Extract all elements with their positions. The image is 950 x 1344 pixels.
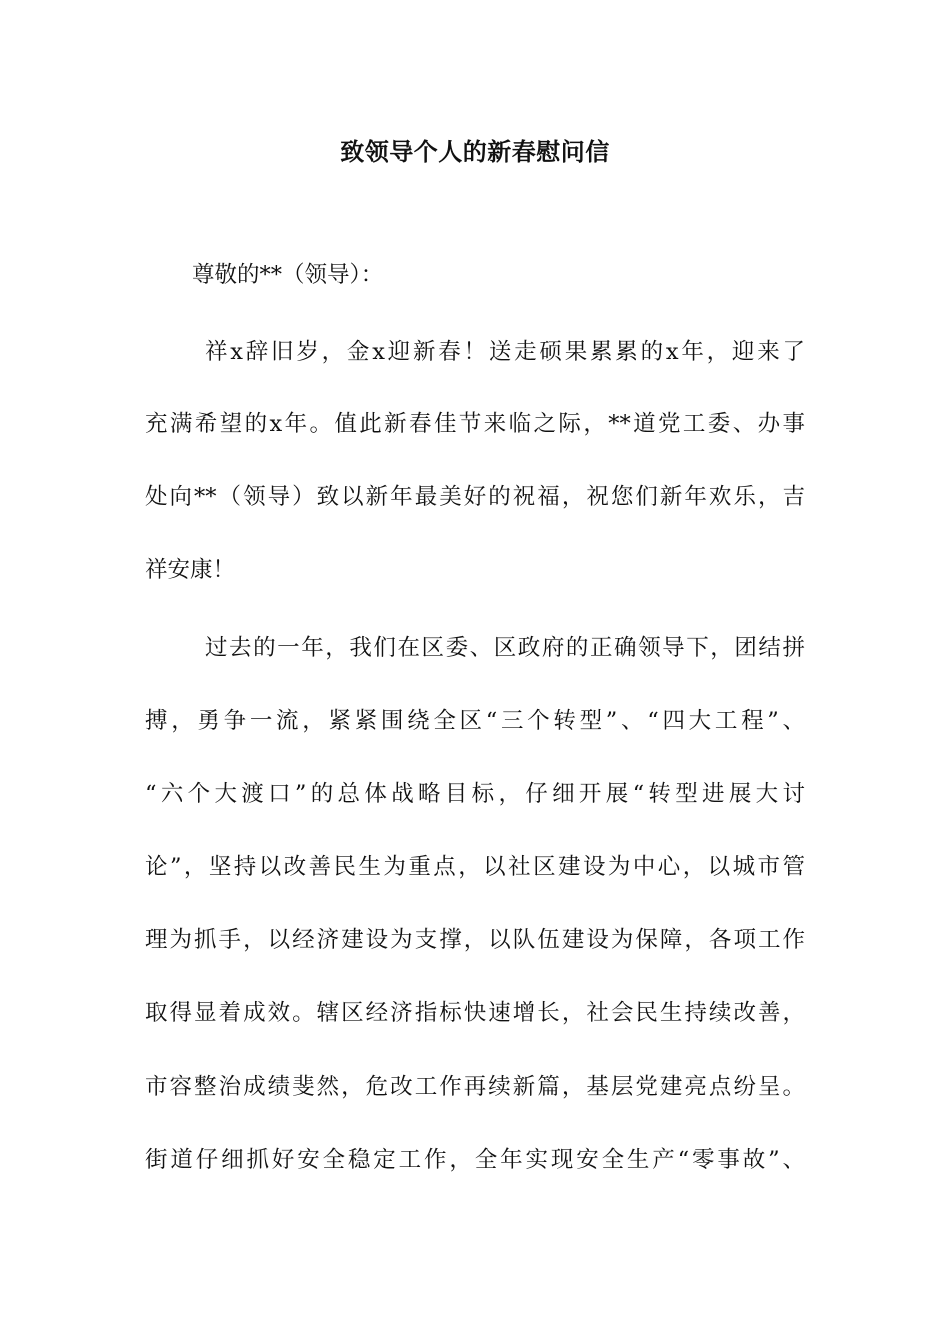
paragraph-line: 祥x辞旧岁，金x迎新春！送走硕果累累的x年，迎来了	[205, 339, 805, 365]
paragraph-line: 祥安康！	[145, 557, 236, 583]
paragraph-line: 论”，坚持以改善民生为重点，以社区建设为中心，以城市管	[145, 854, 805, 880]
paragraph-line: 处向**（领导）致以新年最美好的祝福，祝您们新年欢乐，吉	[145, 484, 805, 510]
salutation: 尊敬的**（领导）：	[192, 262, 384, 288]
paragraph-line: 市容整治成绩斐然，危改工作再续新篇，基层党建亮点纷呈。	[145, 1074, 805, 1100]
paragraph-line: “六个大渡口”的总体战略目标，仔细开展“转型进展大讨	[145, 781, 805, 807]
paragraph-line: 街道仔细抓好安全稳定工作，全年实现安全生产“零事故”、	[145, 1147, 805, 1173]
paragraph-line: 过去的一年，我们在区委、区政府的正确领导下，团结拼	[205, 635, 805, 661]
document-title: 致领导个人的新春慰问信	[340, 137, 610, 166]
paragraph-line: 搏，勇争一流，紧紧围绕全区“三个转型”、“四大工程”、	[145, 708, 805, 734]
paragraph-line: 取得显着成效。辖区经济指标快速增长，社会民生持续改善，	[145, 1000, 805, 1026]
paragraph-line: 充满希望的x年。值此新春佳节来临之际，**道党工委、办事	[145, 411, 805, 437]
paragraph-line: 理为抓手，以经济建设为支撑，以队伍建设为保障，各项工作	[145, 927, 805, 953]
